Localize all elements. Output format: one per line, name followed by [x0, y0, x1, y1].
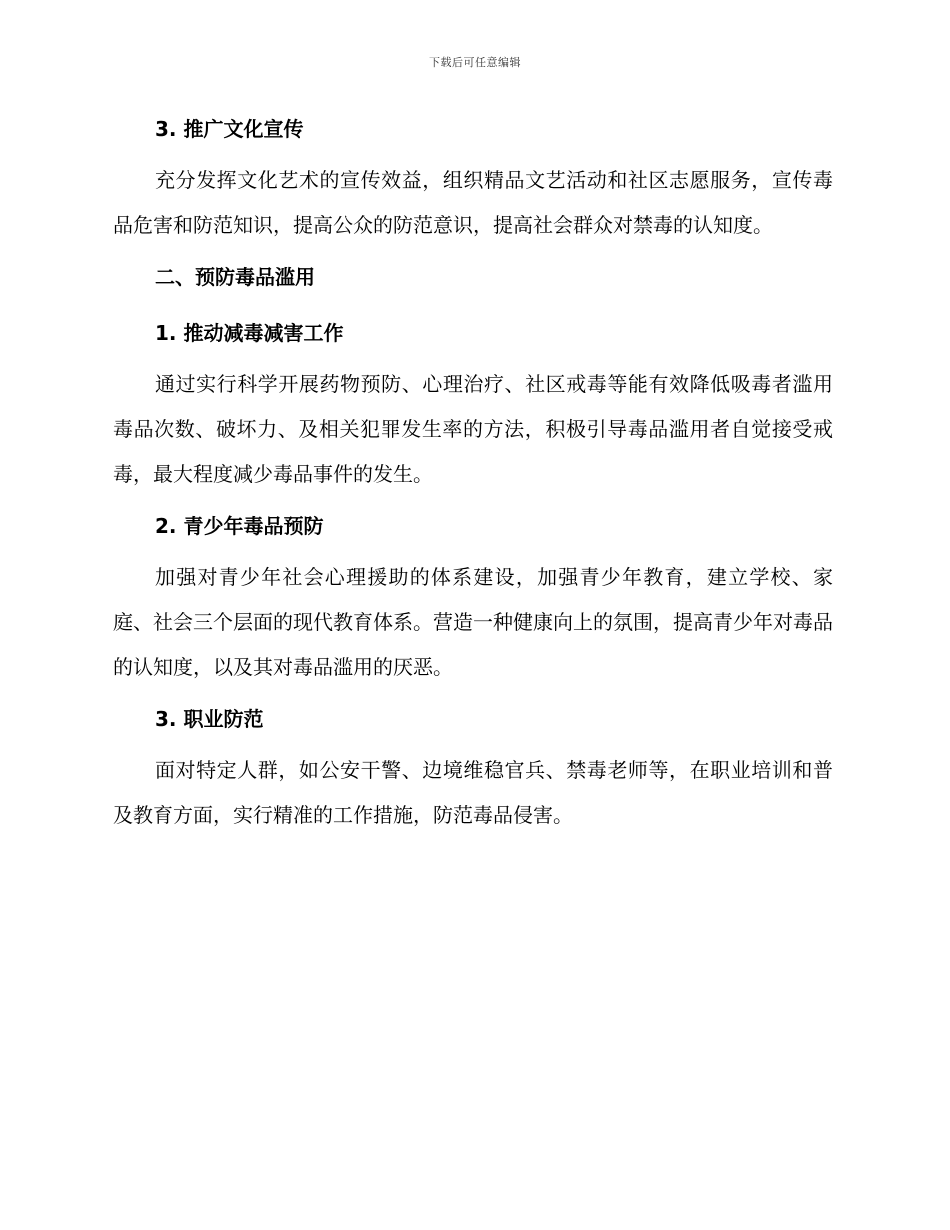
document-body	[113, 112, 833, 838]
section-heading-youth-prevention: 2. 青少年毒品预防	[155, 514, 324, 538]
paragraph-occupational-prevention: 面对特定人群，如公安干警、边境维稳官兵、禁毒老师等，在职业培训和普及教育方面，实行精准的工作措施，防范毒品侵害。	[113, 758, 833, 827]
section-heading-culture-promotion: 3. 推广文化宣传	[155, 117, 304, 141]
paragraph-youth-prevention: 加强对青少年社会心理援助的体系建设，加强青少年教育，建立学校、家庭、社会三个层面的现代教育体系。营造一种健康向上的氛围，提高青少年对毒品的认知度，以及其对毒品滥用的厌恶。	[113, 565, 833, 679]
paragraph-culture-promotion: 充分发挥文化艺术的宣传效益，组织精品文艺活动和社区志愿服务，宣传毒品危害和防范知识，提高公众的防范意识，提高社会群众对禁毒的认知度。	[113, 168, 833, 237]
section-heading-prevent-abuse: 二、预防毒品滥用	[155, 265, 315, 289]
page-header: 下载后可任意编辑	[429, 56, 521, 69]
paragraph-harm-reduction: 通过实行科学开展药物预防、心理治疗、社区戒毒等能有效降低吸毒者滥用毒品次数、破坏力、及相关犯罪发生率的方法，积极引导毒品滥用者自觉接受戒毒，最大程度减少毒品事件的发生。	[113, 372, 833, 486]
section-heading-occupational-prevention: 3. 职业防范	[155, 707, 264, 731]
section-heading-harm-reduction: 1. 推动减毒减害工作	[155, 321, 344, 345]
